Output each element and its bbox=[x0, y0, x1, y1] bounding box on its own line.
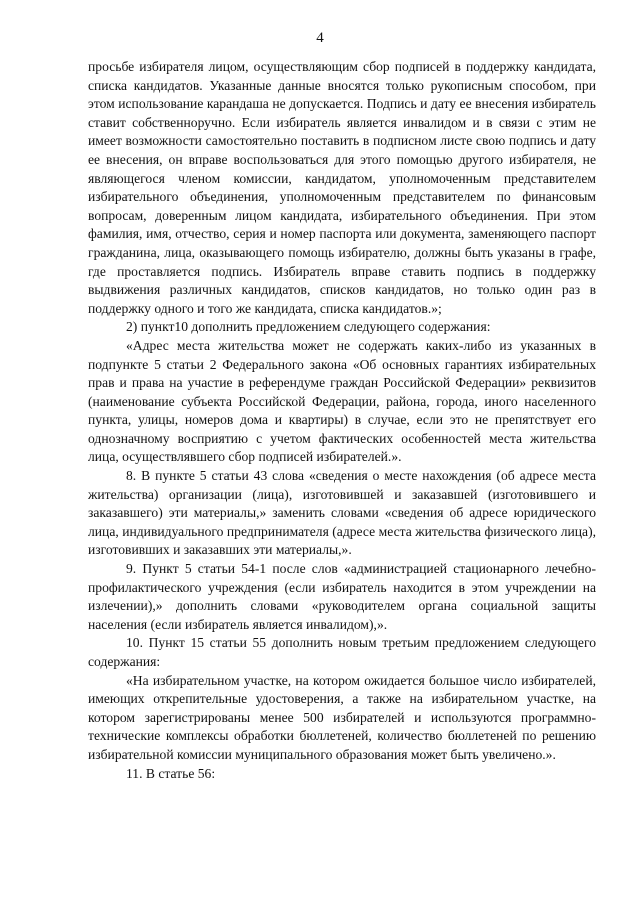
paragraph-item-10: 10. Пункт 15 статьи 55 дополнить новым третьим предложением следующего содержания: bbox=[88, 635, 596, 669]
paragraph-item-9: 9. Пункт 5 статьи 54-1 после слов «администрацией стационарного лечебно-профилактического учреждения (если избиратель находится в этом учреждении на излечении),» дополнить словами «руководителем органа социальной защиты населения (если избиратель является инвалидом),». bbox=[88, 561, 596, 632]
paragraph-quote-address: «Адрес места жительства может не содержать каких-либо из указанных в подпункте 5 статьи 2 Федерального закона «Об основных гарантиях избирательных прав и права на участие в референдуме граждан Российской Федерации» реквизитов (наименование субъекта Российской Федерации, района, города, иного населенного пункта, улицы, номеров дома и квартиры) в случае, если это не препятствует его однозначному восприятию с учетом фактических особенностей места жительства лица, осуществлявшего сбор подписей избирателей.». bbox=[88, 337, 596, 465]
paragraph-item-8: 8. В пункте 5 статьи 43 слова «сведения о месте нахождения (об адресе места жительства) организации (лица), изготовившей и заказавшей (изготовившего и заказавшего) эти материалы,» заменить словами «сведения об адресе юридического лица, индивидуального предпринимателя (адресе места жительства физического лица), изготовивших и заказавших эти материалы,». bbox=[88, 468, 596, 558]
paragraph-continuation: просьбе избирателя лицом, осуществляющим сбор подписей в поддержку кандидата, списка кандидатов. Указанные данные вносятся только рукописным способом, при этом использование карандаша не допускается. Подпись и дату ее внесения избиратель ставит собственноручно. Если избиратель является инвалидом и в связи с этим не имеет возможности самостоятельно поставить в подписном листе свою подпись и дату ее внесения, он вправе воспользоваться для этого помощью другого избирателя, не являющегося членом комиссии, кандидатом, уполномоченным представителем избирательного объединения, уполномоченным представителем по финансовым вопросам, доверенным лицом кандидата, избирательного объединения. При этом фамилия, имя, отчество, серия и номер паспорта или документа, заменяющего паспорт гражданина, лица, оказывающего помощь избирателю, должны быть указаны в графе, где проставляется подпись. Избиратель вправе ставить подпись в поддержку выдвижения различных кандидатов, списков кандидатов, но только один раз в поддержку одного и того же кандидата, списка кандидатов.»; bbox=[88, 59, 596, 316]
paragraph-quote-ballots: «На избирательном участке, на котором ожидается большое число избирателей, имеющих открепительные удостоверения, а также на избирательном участке, на котором зарегистрированы менее 500 избирателей и используются программно-технические комплексы обработки бюллетеней, количество бюллетеней по решению избирательной комиссии муниципального образования может быть увеличено.». bbox=[88, 672, 596, 762]
page-number: 4 bbox=[316, 30, 324, 46]
paragraph-item-11: 11. В статье 56: bbox=[126, 765, 216, 781]
document-body bbox=[88, 58, 596, 783]
paragraph-item-2: 2) пункт10 дополнить предложением следующего содержания: bbox=[126, 319, 491, 335]
